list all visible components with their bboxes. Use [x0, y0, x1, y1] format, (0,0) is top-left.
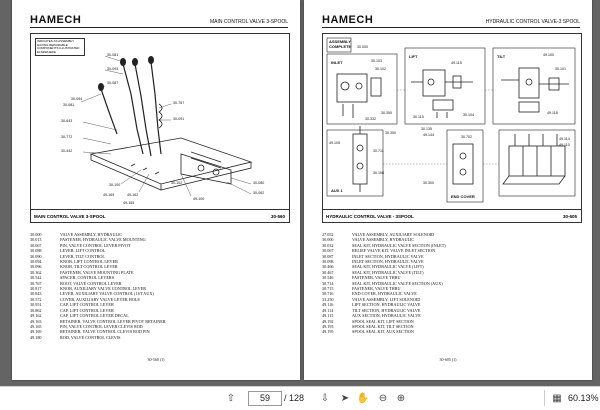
part-description: LEVER, LIFT CONTROL [60, 248, 106, 254]
svg-text:30.350: 30.350 [381, 111, 392, 115]
toolbar-divider [544, 390, 545, 406]
part-number: 30.817 [30, 286, 42, 292]
svg-text:49-165: 49-165 [123, 201, 135, 205]
parts-list-row [322, 329, 580, 334]
svg-text:30-767: 30-767 [173, 101, 185, 105]
svg-text:30-100: 30-100 [109, 183, 121, 187]
part-description: CAP, LIFT CONTROL LEVER [60, 307, 114, 313]
part-number: 30.098 [322, 259, 334, 265]
part-number: 30.362 [30, 269, 42, 275]
svg-text:30.104: 30.104 [463, 113, 474, 117]
part-number: 30.572 [30, 296, 42, 302]
svg-text:49-100: 49-100 [193, 197, 205, 201]
header-rule [322, 27, 580, 28]
svg-text:49.100: 49.100 [543, 53, 554, 57]
fit-page-icon[interactable]: ▦ [552, 392, 562, 404]
part-number: 30.767 [30, 280, 42, 286]
part-number: 30.000 [30, 232, 42, 237]
svg-text:49.144: 49.144 [423, 133, 434, 137]
part-description: SPACER, CONTROL LEVERS [60, 275, 115, 281]
part-description: PIN, VALVE CONTROL LEVER PIVOT [60, 242, 131, 248]
hand-tool-icon[interactable]: ✋ [356, 392, 370, 404]
svg-text:30-442: 30-442 [61, 149, 73, 153]
svg-text:30.102: 30.102 [375, 67, 386, 71]
part-number: 30.090 [30, 253, 42, 259]
part-description: SEAL KIT, HYDRAULIC VALVE (LIFT) [352, 264, 424, 270]
page-down-icon[interactable]: ⇩ [320, 392, 330, 404]
part-description: END COVER, HYDRAULIC VALVE [352, 291, 417, 297]
part-description: LEVER, TILT CONTROL [60, 253, 105, 259]
part-number: 49.163 [30, 318, 42, 324]
part-description: LEVER, AUXILIARY VALVE CONTROL (1ST AUX) [60, 291, 154, 297]
end-cover-label: END COVER [451, 194, 475, 199]
svg-text:30-094: 30-094 [71, 97, 83, 101]
part-description: FASTENER, VALVE MOUNTING PLATE [60, 269, 134, 275]
header-rule [30, 27, 288, 28]
svg-text:30-643: 30-643 [61, 119, 73, 123]
brand-logo: HAMECH [322, 14, 374, 26]
part-description: FASTENER, HYDRAULIC VALVE MOUNTING [60, 237, 146, 243]
svg-text:30.300: 30.300 [423, 181, 434, 185]
part-number: 30.466 [322, 264, 334, 270]
viewer-toolbar [0, 386, 600, 410]
part-description: FASTENER, VALVE THRU [352, 286, 401, 292]
svg-text:30-081: 30-081 [107, 53, 119, 57]
exploded-diagram-main-control-valve [30, 33, 290, 223]
part-number: 30.467 [322, 269, 334, 275]
part-number: 49.180 [30, 334, 42, 340]
page-footer: 30-560 (1) [147, 357, 165, 362]
part-description: SPOOL SEAL KIT, TILT SECTION [352, 323, 414, 329]
svg-text:ASSEMBLY: ASSEMBLY [329, 39, 351, 44]
part-number: 30.716 [322, 291, 334, 297]
part-number: 27.052 [322, 232, 334, 237]
part-number: 30.067 [322, 248, 334, 254]
part-number: 30.546 [322, 275, 334, 281]
figure-caption-bar [323, 209, 581, 222]
part-description: SPOOL SEAL KIT, LIFT SECTION [352, 318, 414, 324]
aux-label: AUX 1 [331, 188, 343, 193]
part-number: 30.088 [30, 248, 42, 254]
svg-text:49.118: 49.118 [547, 111, 558, 115]
tilt-label: TILT [497, 54, 506, 59]
part-description: LIFT SECTION, HYDRAULIC VALVE [352, 302, 421, 308]
svg-text:49.105: 49.105 [329, 141, 340, 145]
figure-caption: MAIN CONTROL VALVE 3-SPOOL [34, 214, 106, 219]
part-description: AUX SECTION, HYDRAULIC VALVE [352, 313, 421, 319]
svg-text:30.711: 30.711 [373, 149, 384, 153]
page-up-icon[interactable]: ⇧ [226, 392, 236, 404]
part-number: 49.116 [322, 302, 334, 308]
inlet-label: INLET [331, 60, 343, 65]
svg-text:30.135: 30.135 [421, 127, 432, 131]
part-number: 49.115 [322, 313, 334, 319]
brand-logo: HAMECH [30, 14, 82, 26]
part-description: PIN, VALVE CONTROL LEVER CLEVIS ROD [60, 323, 143, 329]
part-number: 30.000 [322, 237, 334, 243]
pdf-page-right [304, 0, 592, 380]
part-description: COVER, AUXILIARY VALVE LEVER HOLE [60, 296, 140, 302]
svg-text:30-087: 30-087 [107, 81, 119, 85]
part-description: RETAINER, VALVE CONTROL LEVER PIVOT RETAINER [60, 318, 166, 324]
part-description: CAP, LIFT CONTROL LEVER DECAL [60, 313, 129, 319]
svg-text:30-080: 30-080 [253, 181, 265, 185]
part-number: 30.096 [30, 264, 42, 270]
svg-text:49.114: 49.114 [559, 137, 570, 141]
zoom-out-icon[interactable]: ⊖ [378, 392, 388, 404]
part-number: 49.193 [322, 323, 334, 329]
svg-text:30.101: 30.101 [555, 67, 566, 71]
svg-text:30.000: 30.000 [357, 45, 368, 49]
svg-text:30-093: 30-093 [107, 67, 119, 71]
svg-text:49-169: 49-169 [103, 193, 115, 197]
figure-caption: HYDRAULIC CONTROL VALVE - 3SPOOL [326, 214, 414, 219]
part-number: 49.114 [322, 307, 334, 313]
part-description: BOOT, VALVE CONTROL LEVER [60, 280, 122, 286]
part-number: 30.862 [30, 307, 42, 313]
part-number: 49.169 [30, 329, 42, 335]
svg-text:COMPLETE: COMPLETE [329, 44, 352, 49]
part-description: KNOB, LIFT CONTROL LEVER [60, 259, 118, 265]
part-number: 30.013 [30, 237, 42, 243]
part-number: 30.715 [322, 286, 334, 292]
part-description: INLET SECTION, HYDRAULIC VALVE [352, 253, 424, 259]
svg-text:30.332: 30.332 [365, 117, 376, 121]
part-number: 33.250 [322, 296, 334, 302]
lift-label: LIFT [409, 54, 418, 59]
part-number: 30.032 [322, 242, 334, 248]
part-number: 30.714 [322, 280, 334, 286]
figure-number: 30-605 [562, 214, 577, 219]
assembly-note: INDICATES AS ASSEMBLY HAVING REPAIRABLE COMPONENTS ILLUSTRATED ELSEWHERE [35, 38, 85, 56]
select-cursor-icon[interactable]: ➤ [340, 392, 350, 404]
svg-text:30-091: 30-091 [173, 117, 185, 121]
page-header-title: HYDRAULIC CONTROL VALVE-3 SPOOL [485, 19, 580, 25]
svg-text:30.115: 30.115 [413, 115, 424, 119]
part-number: 49.192 [322, 318, 334, 324]
part-number: 49.195 [322, 329, 334, 335]
part-description: SPOOL SEAL KIT, AUX SECTION [352, 329, 414, 335]
control-valve-drawing [31, 34, 289, 210]
part-number: 30.094 [30, 259, 42, 265]
page-total: / 128 [284, 393, 305, 403]
svg-text:49.110: 49.110 [559, 143, 570, 147]
part-number: 30.087 [322, 253, 334, 259]
figure-caption-bar [31, 209, 289, 222]
page-header-title: MAIN CONTROL VALVE 3-SPOOL [210, 19, 288, 25]
hydraulic-valve-drawing [323, 34, 581, 210]
svg-text:49-162: 49-162 [127, 193, 139, 197]
part-description: ROD, VALVE CONTROL CLEVIS [60, 334, 121, 340]
page-footer: 30-605 (1) [439, 357, 457, 362]
page-number-input[interactable]: 59 [248, 391, 282, 406]
part-description: TILT SECTION, HYDRAULIC VALVE [352, 307, 421, 313]
part-description: RELIEF VALVE KIT, VALVE INLET SECTION [352, 248, 436, 254]
part-description: CAP, LIFT CONTROL LEVER [60, 302, 114, 308]
part-number: 49.165 [30, 323, 42, 329]
svg-text:30-102: 30-102 [171, 181, 183, 185]
zoom-level[interactable]: 60.13% [568, 393, 599, 403]
part-description: VALVE ASSEMBLY, HYDRAULIC [352, 237, 415, 243]
svg-text:30.702: 30.702 [461, 135, 472, 139]
parts-list [30, 232, 288, 340]
part-description: KNOB, TILT CONTROL LEVER [60, 264, 118, 270]
svg-text:30-081: 30-081 [63, 103, 75, 107]
part-number: 30.951 [30, 302, 42, 308]
zoom-in-icon[interactable]: ⊕ [396, 392, 406, 404]
svg-text:30-062: 30-062 [253, 191, 265, 195]
svg-text:30.198: 30.198 [373, 171, 384, 175]
exploded-diagram-hydraulic-valve [322, 33, 582, 223]
part-description: VALVE ASSEMBLY, HYDRAULIC [60, 232, 123, 237]
svg-text:30.103: 30.103 [371, 59, 382, 63]
parts-list [322, 232, 580, 335]
part-description: FASTENER, VALVE THRU [352, 275, 401, 281]
part-number: 30.067 [30, 242, 42, 248]
pdf-page-left [12, 0, 300, 380]
part-description: VALVE ASSEMBLY, AUXILIARY SOLENOID [352, 232, 435, 237]
part-description: RETAINER, VALVE CONTROL CLEVIS ROD PIN [60, 329, 150, 335]
part-description: SEAL KIT, HYDRAULIC VALVE SECTION (AUX) [352, 280, 443, 286]
part-description: KNOB, AUXILIARY VALVE CONTROL LEVER [60, 286, 147, 292]
parts-list-row [30, 335, 288, 340]
svg-text:30.350: 30.350 [385, 131, 396, 135]
part-number: 49.162 [30, 313, 42, 319]
part-number: 30.843 [30, 291, 42, 297]
part-number: 30.542 [30, 275, 42, 281]
part-description: SEAL KIT, HYDRAULIC VALVE (TILT) [352, 269, 424, 275]
figure-number: 30-560 [270, 214, 285, 219]
svg-text:30-772: 30-772 [61, 135, 73, 139]
svg-text:49.115: 49.115 [451, 61, 462, 65]
part-description: INLET SECTION, HYDRAULIC VALVE [352, 259, 424, 265]
part-description: VALVE ASSEMBLY, LIFT SOLENOID [352, 296, 421, 302]
part-description: SEAL KIT, HYDRAULIC VALVE SECTION (INLET) [352, 242, 446, 248]
